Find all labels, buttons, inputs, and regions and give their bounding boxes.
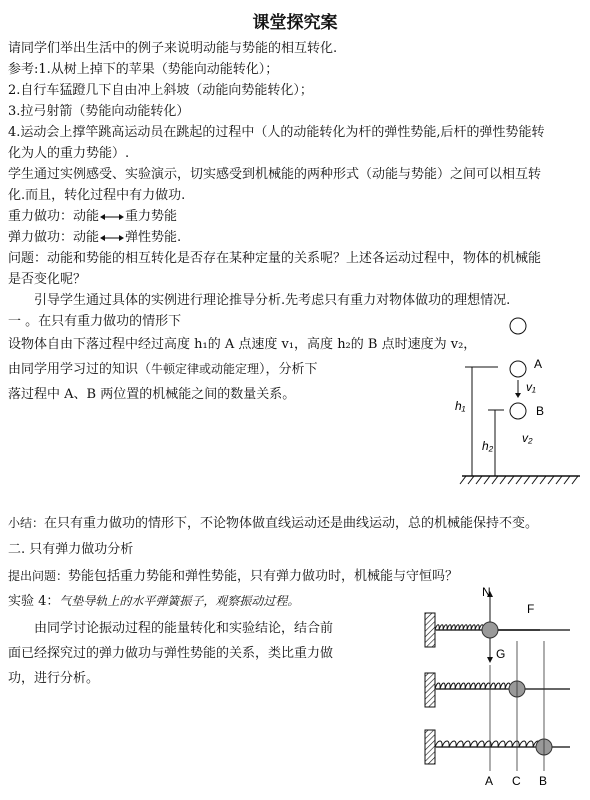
section2-question (8, 566, 458, 587)
oscillator-row-2 (425, 673, 570, 707)
label-n: N (482, 585, 491, 599)
label-v2: v₂ (522, 431, 533, 445)
section2-para-1: 由同学讨论振动过程的能量转化和实验结论，结合前 (34, 621, 334, 636)
question-line-2: 是否变化呢？ (8, 272, 87, 287)
intro-line-5: 4.运动会上撑竿跳高运动员在跳起的过程中（人的动能转化为杆的弹性势能,后杆的弹性势能转 (8, 125, 545, 140)
label-g: G (496, 647, 506, 661)
section1-para-1: 设物体自由下落过程中经过高度 h₁的 A 点速度 v₁，高度 h₂的 B 点时速度为 v₂， (8, 337, 477, 352)
spring-oscillator-figure (420, 585, 585, 797)
experiment-text: 气垫导轨上的水平弹簧振子，观察振动过程。 (59, 594, 300, 608)
question-text: 势能包括重力势能和弹性势能，只有弹力做功时，机械能与守恒吗？ (68, 569, 459, 584)
ball-top (510, 318, 526, 334)
label-b: B (536, 404, 545, 418)
double-arrow-icon (100, 233, 124, 243)
intro-line-1: 请同学们举出生活中的例子来说明动能与势能的相互转化. (8, 41, 338, 56)
intro-line-3: 2.自行车猛蹬几下自由冲上斜坡（动能向势能转化）； (8, 83, 313, 98)
label-f: F (527, 602, 535, 616)
wall-3 (425, 730, 435, 764)
label-a: A (534, 357, 543, 371)
label-v1: v₁ (526, 380, 536, 394)
section1-para-2-pre: 由同学用学习过的知识（ (8, 362, 152, 377)
intro-line-4: 3.拉弓射箭（势能向动能转化） (8, 104, 190, 119)
question-label: 提出问题： (8, 569, 69, 583)
experiment-label: 实验 4： (8, 594, 60, 609)
label-h2: h₂ (482, 439, 494, 453)
label-h1: h₁ (455, 399, 466, 413)
summary-line (8, 513, 538, 534)
section2-para-2: 面已经探究过的弹力做功与弹性势能的关系，类比重力做 (8, 646, 334, 661)
arrow-head-g-icon (487, 657, 493, 663)
guide-line: 引导学生通过具体的实例进行理论推导分析.先考虑只有重力对物体做功的理想情况. (34, 293, 511, 308)
section1-para-2 (8, 359, 318, 380)
label-pos-a: A (485, 774, 494, 788)
ball-1 (482, 622, 498, 638)
elastic-work-line (8, 227, 181, 248)
wall-2 (425, 673, 435, 707)
section2-para-3: 功，进行分析。 (8, 671, 100, 686)
double-arrow-icon (100, 212, 124, 222)
section1-para-3: 落过程中 A、B 两位置的机械能之间的数量关系。 (8, 387, 296, 402)
ball-a (510, 361, 526, 377)
oscillator-row-1 (425, 585, 570, 663)
elastic-work-pre: 弹力做功：动能 (8, 230, 100, 245)
intro-line-2: 参考:1.从树上掉下的苹果（势能向动能转化）； (8, 62, 279, 77)
label-pos-c: C (512, 774, 521, 788)
intro-line-6: 化为人的重力势能）. (8, 146, 130, 161)
section1-para-2-post: ），分析下 (259, 362, 318, 377)
page-title: 课堂探究案 (252, 13, 338, 33)
ground-hatch (460, 476, 578, 484)
ball-b (510, 403, 526, 419)
gravity-work-pre: 重力做功：动能 (8, 209, 100, 224)
question-line-1: 问题：动能和势能的相互转化是否存在某种定量的关系呢？上述各运动过程中，物体的机械能 (8, 251, 542, 266)
gravity-work-line (8, 206, 177, 227)
label-pos-b: B (539, 774, 548, 788)
elastic-work-post: 弹性势能. (125, 230, 182, 245)
oscillator-row-3 (425, 730, 570, 764)
arrow-head-icon (515, 393, 521, 398)
intro-line-7: 学生通过实例感受、实验演示，切实感受到机械能的两种形式（动能与势能）之间可以相互转 (8, 167, 542, 182)
section1-para-2-mid: 牛顿定律或动能定理 (151, 362, 260, 376)
intro-line-8: 化.而且，转化过程中有力做功. (8, 188, 186, 203)
experiment-line (8, 591, 299, 612)
summary-text: 在只有重力做功的情形下，不论物体做直线运动还是曲线运动，总的机械能保持不变。 (44, 516, 539, 531)
section2-heading: 二. 只有弹力做功分析 (8, 542, 134, 557)
wall-1 (425, 613, 435, 647)
summary-label: 小结： (8, 516, 45, 530)
gravity-work-post: 重力势能 (125, 209, 178, 224)
free-fall-figure (440, 310, 585, 495)
section1-heading: 一 。在只有重力做功的情形下 (8, 314, 182, 329)
